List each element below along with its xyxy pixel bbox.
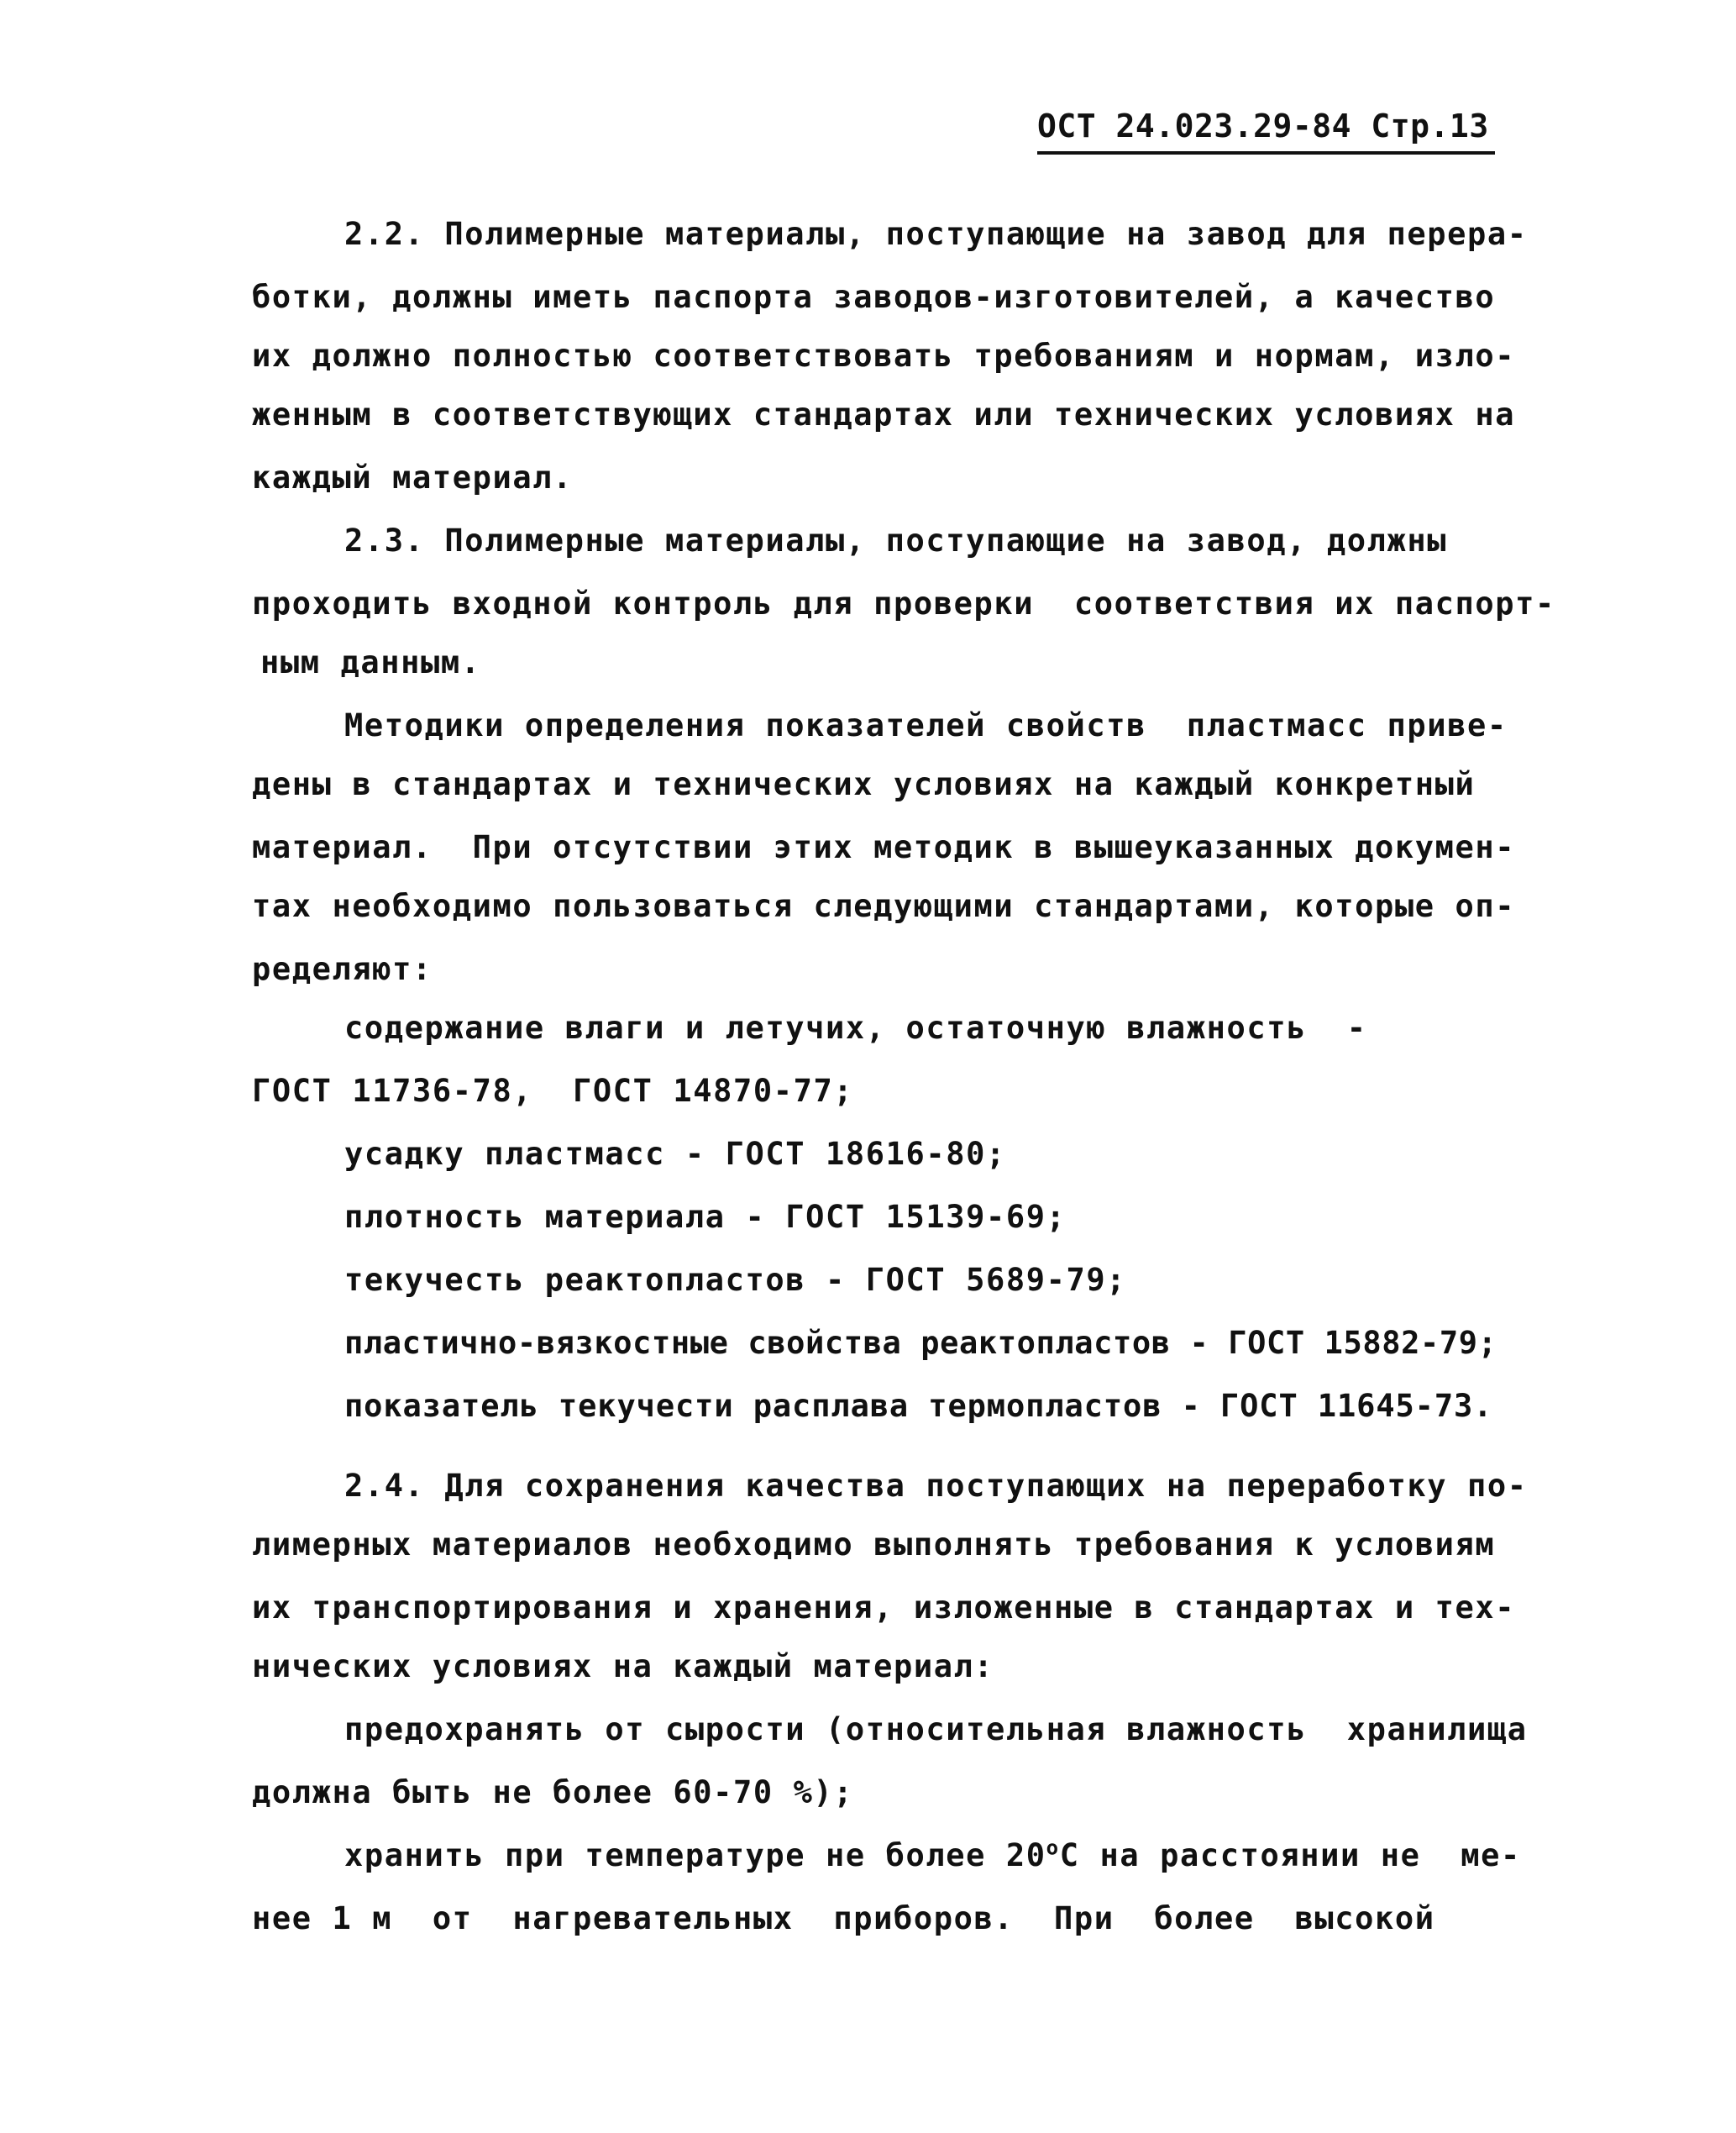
paragraph-2-4-line: нических условиях на каждый материал: (252, 1648, 994, 1684)
paragraph-2-4-line: лимерных материалов необходимо выполнять требования к условиям (252, 1526, 1496, 1563)
paragraph-2-3-line: ным данным. (260, 644, 481, 680)
standard-item-moisture-gost: ГОСТ 11736-78, ГОСТ 14870-77; (252, 1073, 854, 1109)
temperature-line (344, 1836, 1521, 1876)
temperature-text: хранить при температуре не более 20 (344, 1837, 1046, 1873)
paragraph-2-2-line: женным в соответствующих стандартах или технических условиях на (252, 397, 1516, 433)
degree-mark: о (1046, 1836, 1060, 1860)
humidity-line: должна быть не более 60-70 %); (252, 1774, 854, 1810)
paragraph-2-4-line: их транспортирования и хранения, изложенные в стандартах и тех- (252, 1589, 1516, 1626)
temperature-line: нее 1 м от нагревательных приборов. При более высокой (252, 1900, 1435, 1936)
paragraph-2-3-line: проходить входной контроль для проверки соответствия их паспорт- (252, 586, 1555, 622)
humidity-line: предохранять от сырости (относительная влажность хранилища (344, 1711, 1528, 1747)
document-header: ОСТ 24.023.29-84 Стр.13 (1037, 101, 1495, 155)
paragraph-methods-line: тах необходимо пользоваться следующими стандартами, которые оп- (252, 888, 1516, 924)
standard-item-melt-flow: показатель текучести расплава термопластов - ГОСТ 11645-73. (344, 1388, 1493, 1424)
standard-item-shrinkage: усадку пластмасс - ГОСТ 18616-80; (344, 1136, 1006, 1172)
paragraph-methods-line: ределяют: (252, 951, 433, 987)
paragraph-methods-line: Методики определения показателей свойств пластмасс приве- (344, 707, 1508, 743)
paragraph-methods-line: дены в стандартах и технических условиях на каждый конкретный (252, 766, 1476, 802)
standard-item-density: плотность материала - ГОСТ 15139-69; (344, 1199, 1067, 1235)
paragraph-2-2-line: каждый материал. (252, 460, 574, 496)
paragraph-methods-line: материал. При отсутствии этих методик в вышеуказанных докумен- (252, 829, 1516, 865)
paragraph-2-4-line: 2.4. Для сохранения качества поступающих на переработку по- (344, 1468, 1528, 1504)
paragraph-2-3-line: 2.3. Полимерные материалы, поступающие на завод, должны (344, 523, 1448, 559)
paragraph-2-2-line: 2.2. Полимерные материалы, поступающие на завод для перера- (344, 216, 1528, 252)
temperature-text: С на расстоянии не ме- (1059, 1837, 1521, 1873)
standard-item-moisture: содержание влаги и летучих, остаточную влажность - (344, 1010, 1367, 1046)
standard-item-plastic-viscous: пластично-вязкостные свойства реактопластов - ГОСТ 15882-79; (344, 1325, 1497, 1361)
standard-item-flow: текучесть реактопластов - ГОСТ 5689-79; (344, 1262, 1127, 1298)
paragraph-2-2-line: их должно полностью соответствовать требованиям и нормам, изло- (252, 338, 1516, 374)
paragraph-2-2-line: ботки, должны иметь паспорта заводов-изготовителей, а качество (252, 279, 1496, 315)
